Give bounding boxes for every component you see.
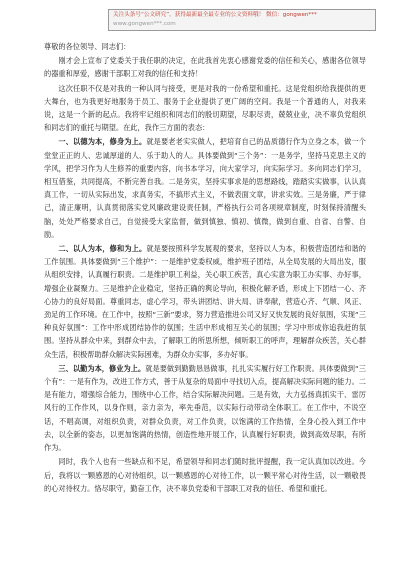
- section-1-body: 就是要老老实实做人，把培育自己的品质德行作为立身之本，做一个堂堂正正的人、忠诚厚道的人、乐于助人的人。具体要做到“三个务”：一是务学，坚持马克思主义的学风，把学习作为人生修养的重要内容，向书本学习，向大家学习，向实际学习。多向同志们学习，相互借鉴，共同提高，不断完善自我。二是务实，坚持实事求是的思想路线，踏踏实实做事，认认真真工作，一切从实际出发，求真务实，不搞形式主义，不做表面文章，讲求实效。三是务廉，严于律己，清正廉明，认真贯彻落实党风廉政建设责任制，严格执行公司各项规章制度，时刻保持清醒头脑，处处严格要求自己，自觉接受大家监督，做到慎独、慎初、慎微，做到自重、自省、自警、自励。: [44, 137, 366, 239]
- section-1-heading: 一、以德为本，修身为上。: [58, 137, 147, 147]
- section-2-body: 就是要按照科学发展观的要求，坚持以人为本，积极营造团结和谐的工作氛围。具体要做到“三个维护”：一是维护党委权威，维护班子团结，从全局发展的大局出发，服从组织安排，认真履行职责。二是维护职工利益，关心职工疾苦，真心实意为职工办实事、办好事，增强企业凝聚力。三是维护企业稳定，坚持正确的舆论导向，积极化解矛盾，形成上下团结一心、齐心协力的良好局面。尊重同志，虚心学习，带头讲团结、讲大局、讲奉献，营造心齐、气顺、风正、劲足的工作环境。在工作中，按照“三新”要求，努力营造推进公司又好又快发展的良好氛围，实现“三种良好氛围”：工作中形成团结协作的氛围；生活中形成相互关心的氛围；学习中形成你追我赶的氛围。坚持从群众中来，到群众中去，了解职工的所思所想，倾听职工的呼声，理解群众疾苦，关心群众生活，积极帮助群众解决实际困难，为群众办实事，多办好事。: [44, 244, 366, 359]
- section-2: [44, 242, 366, 361]
- banner-line-2: www.gongwen***.com: [113, 21, 176, 27]
- document-body: [44, 40, 366, 495]
- section-3: [44, 362, 366, 454]
- watermark-banner: [108, 9, 376, 31]
- section-2-heading: 二、以人为本，修和为上。: [58, 244, 147, 254]
- section-1: [44, 135, 366, 241]
- section-3-heading: 三、以勤为本，修业为上。: [58, 363, 146, 373]
- intro-paragraph-2: 这次任职不仅是对我的一种认同与接受，更是对我的一份希望和重托。这是党组织给我提供的更大舞台，也为我更好地服务于员工、服务于企业提供了更广阔的空间。我是一个普通的人，对我来说，这是一个新的起点。我将牢记组织和同志们的殷切期望，尽职尽责，兢兢业业，决不辜负党组织和同志们的重托与期望。在此，我作三方面的表态：: [44, 83, 366, 133]
- banner-line-1: 关注头条号“公文研究”，获得最新最全最专业的公文资料哦！ 微信：gongwen***: [113, 12, 317, 18]
- salutation: 尊敬的各位领导、同志们：: [44, 42, 131, 51]
- section-3-body: 就是要做到勤勤恳恳做事，扎扎实实履行好工作职责。具体要做到“三个有”：一是有作为，改进工作方式，善于从复杂的局面中寻找切入点，提高解决实际问题的能力。二是有能力，增强综合能力，围绕中心工作，结合实际解决问题。三是有效，大力弘扬真抓实干、雷厉风行的工作作风，以身作则，亲力亲为，率先垂范，以实际行动带动全体职工。在工作中，不说空话，不唱高调，对组织负责，对群众负责，对工作负责，以饱满的工作热情，全身心投入到工作中去，以全新的姿态，以更加饱满的热情，创造性地开展工作，认真履行好职责，做到高效尽职，有所作为。: [44, 363, 366, 453]
- closing-paragraph: 同时，我个人也有一些缺点和不足，希望领导和同志们随时批评提醒，我一定认真加以改进。今后，我将以一颗感恩的心对待组织，以一颗感恩的心对待工作，以一颗平常心对待生活，以一颗敬畏的心对待权力。恪尽职守，勤奋工作，决不辜负党委和干部职工对我的信任、希望和重托。: [44, 457, 366, 493]
- intro-paragraph-1: 刚才会上宣布了党委关于我任职的决定，在此我首先衷心感谢党委的信任和关心，感谢各位领导的器重和厚爱，感谢干部职工对我的信任和支持！: [44, 56, 366, 79]
